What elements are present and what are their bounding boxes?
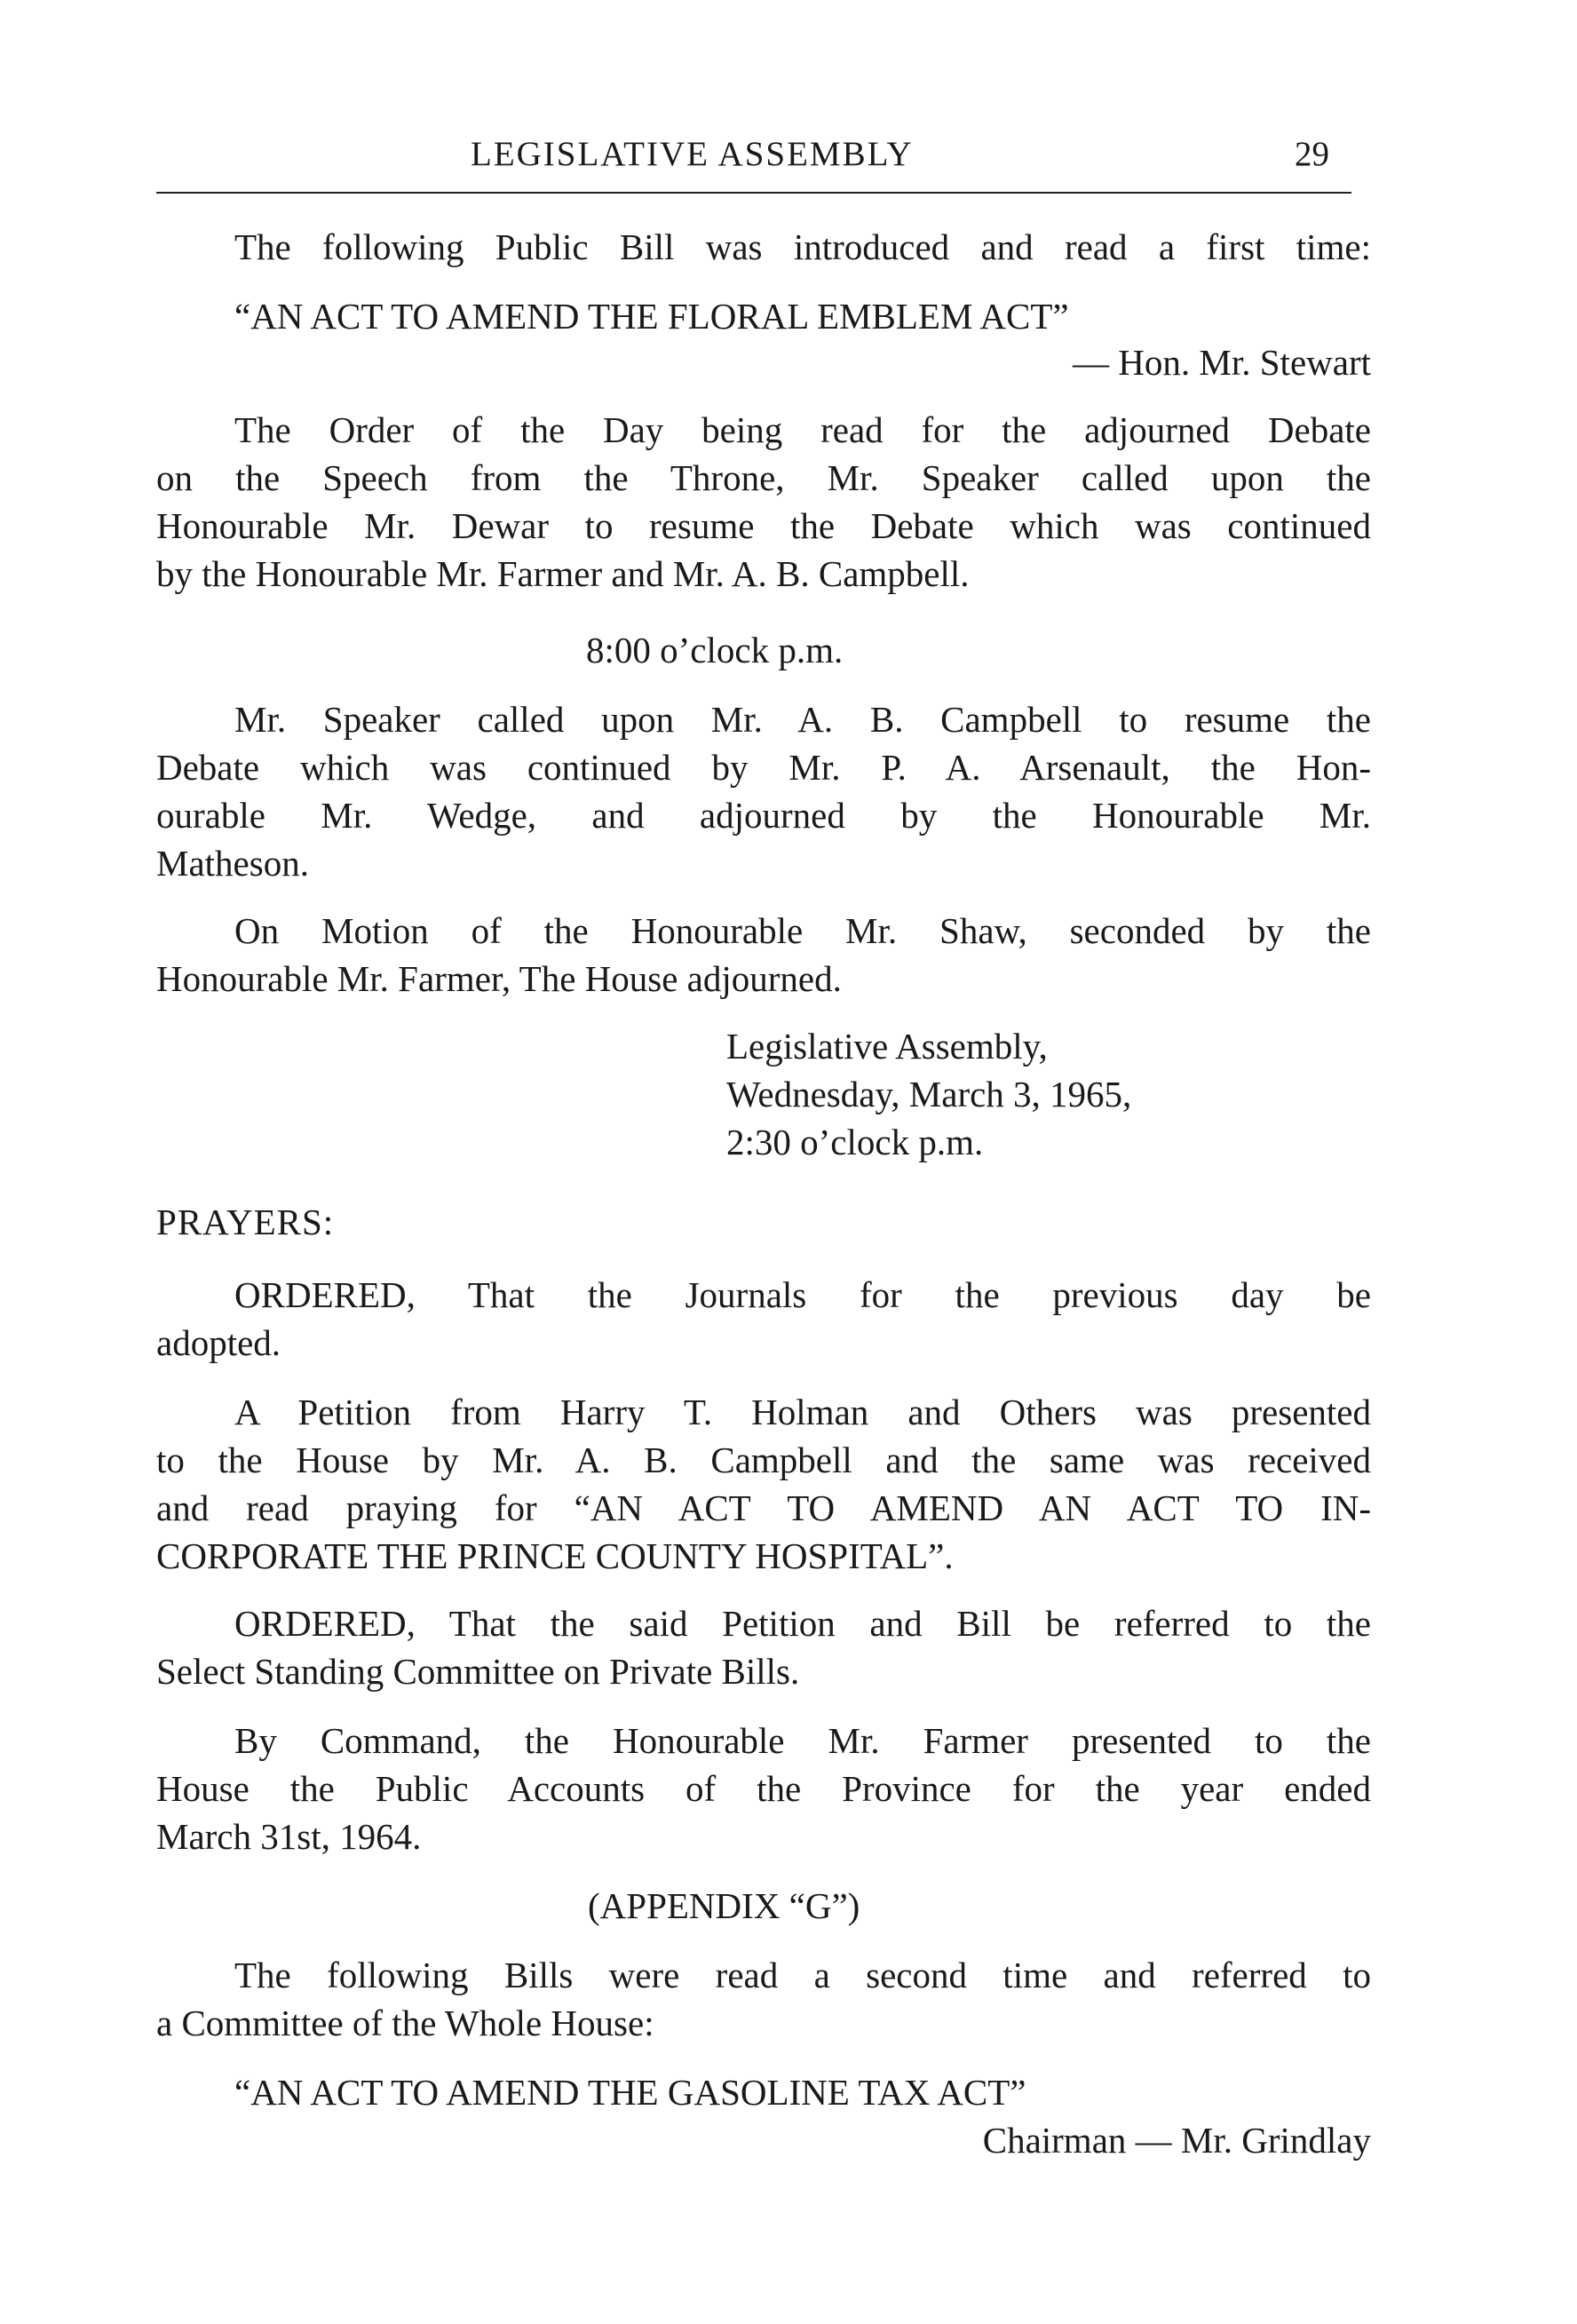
- bill-title: “AN ACT TO AMEND THE GASOLINE TAX ACT”: [234, 2072, 1026, 2113]
- dateline-place: Legislative Assembly,: [726, 1026, 1048, 1067]
- body-line: and read praying for “AN ACT TO AMEND AN ACT TO IN-: [156, 1487, 1371, 1528]
- body-line: Matheson.: [156, 843, 309, 884]
- dateline-date: Wednesday, March 3, 1965,: [726, 1074, 1132, 1114]
- body-line: adopted.: [156, 1322, 281, 1363]
- body-line: On Motion of the Honourable Mr. Shaw, seconded by the: [234, 910, 1371, 951]
- body-line: ORDERED, That the said Petition and Bill be referred to the: [234, 1603, 1371, 1644]
- body-line: CORPORATE THE PRINCE COUNTY HOSPITAL”.: [156, 1535, 954, 1576]
- bill-sponsor: — Hon. Mr. Stewart: [1073, 342, 1371, 383]
- appendix-reference: (APPENDIX “G”): [588, 1885, 860, 1926]
- body-line: Honourable Mr. Farmer, The House adjourned.: [156, 958, 842, 999]
- body-line: A Petition from Harry T. Holman and Others was presented: [234, 1392, 1371, 1432]
- body-line: By Command, the Honourable Mr. Farmer presented to the: [234, 1720, 1371, 1761]
- bill-chairman: Chairman — Mr. Grindlay: [982, 2120, 1371, 2161]
- body-line: Select Standing Committee on Private Bills.: [156, 1651, 800, 1692]
- body-line: The following Bills were read a second time and referred to: [234, 1955, 1371, 1995]
- body-line: ORDERED, That the Journals for the previous day be: [234, 1274, 1371, 1315]
- body-line: Debate which was continued by Mr. P. A. Arsenault, the Hon-: [156, 747, 1371, 788]
- body-line: to the House by Mr. A. B. Campbell and the same was received: [156, 1440, 1371, 1480]
- body-line: March 31st, 1964.: [156, 1816, 422, 1857]
- header-rule: [156, 192, 1351, 194]
- body-line: Mr. Speaker called upon Mr. A. B. Campbell to resume the: [234, 699, 1371, 740]
- dateline-time: 2:30 o’clock p.m.: [726, 1122, 984, 1162]
- body-line: The Order of the Day being read for the adjourned Debate: [234, 409, 1371, 450]
- time-heading: 8:00 o’clock p.m.: [586, 630, 844, 670]
- body-line: by the Honourable Mr. Farmer and Mr. A. B. Campbell.: [156, 553, 970, 594]
- running-header-title: LEGISLATIVE ASSEMBLY: [471, 135, 914, 173]
- body-line: House the Public Accounts of the Province for the year ended: [156, 1768, 1371, 1809]
- body-line: Honourable Mr. Dewar to resume the Debate which was continued: [156, 505, 1371, 546]
- body-line: a Committee of the Whole House:: [156, 2003, 654, 2043]
- body-line: ourable Mr. Wedge, and adjourned by the Honourable Mr.: [156, 795, 1371, 836]
- body-line: on the Speech from the Throne, Mr. Speaker called upon the: [156, 457, 1371, 498]
- bill-title: “AN ACT TO AMEND THE FLORAL EMBLEM ACT”: [234, 296, 1069, 337]
- body-line: The following Public Bill was introduced and read a first time:: [234, 226, 1371, 267]
- prayers-heading: PRAYERS:: [156, 1202, 335, 1242]
- page-number: 29: [1295, 135, 1329, 173]
